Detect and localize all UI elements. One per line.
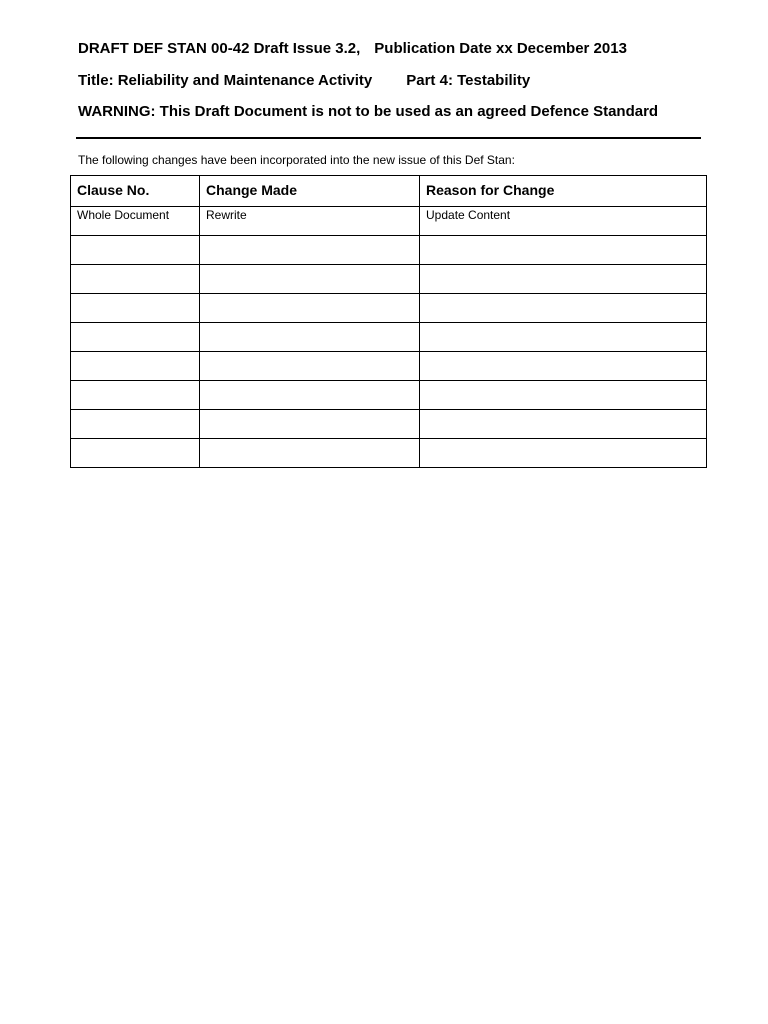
cell-clause	[71, 410, 200, 439]
draft-warning: WARNING: This Draft Document is not to be used as an agreed Defence Standard	[78, 103, 659, 120]
cell-change	[200, 381, 420, 410]
document-id: DRAFT DEF STAN 00-42 Draft Issue 3.2,	[78, 40, 361, 57]
cell-change: Rewrite	[200, 207, 420, 236]
document-id-line	[78, 40, 627, 58]
cell-change	[200, 265, 420, 294]
column-header-reason: Reason for Change	[420, 176, 707, 207]
document-title: Title: Reliability and Maintenance Activity	[78, 72, 373, 89]
cell-clause	[71, 294, 200, 323]
cell-clause	[71, 323, 200, 352]
cell-change	[200, 352, 420, 381]
table-header-row	[71, 176, 707, 207]
table-row	[71, 265, 707, 294]
cell-clause	[71, 352, 200, 381]
table-row	[71, 323, 707, 352]
cell-clause	[71, 381, 200, 410]
column-header-clause: Clause No.	[71, 176, 200, 207]
changes-table	[70, 175, 707, 468]
publication-date: Publication Date xx December 2013	[374, 40, 627, 57]
cell-reason	[420, 439, 707, 468]
cell-change	[200, 236, 420, 265]
table-row	[71, 410, 707, 439]
cell-reason	[420, 236, 707, 265]
cell-clause	[71, 236, 200, 265]
cell-reason	[420, 410, 707, 439]
column-header-change: Change Made	[200, 176, 420, 207]
cell-reason	[420, 294, 707, 323]
table-row	[71, 294, 707, 323]
header-divider	[76, 137, 701, 139]
document-title-line	[78, 72, 530, 90]
cell-change	[200, 294, 420, 323]
cell-clause	[71, 439, 200, 468]
cell-change	[200, 323, 420, 352]
cell-clause: Whole Document	[71, 207, 200, 236]
cell-clause	[71, 265, 200, 294]
table-row	[71, 381, 707, 410]
cell-reason	[420, 265, 707, 294]
table-row	[71, 352, 707, 381]
table-row	[71, 207, 707, 236]
cell-change	[200, 439, 420, 468]
table-row	[71, 439, 707, 468]
changes-intro-text: The following changes have been incorporated into the new issue of this Def Stan:	[78, 153, 515, 167]
cell-reason	[420, 352, 707, 381]
document-part: Part 4: Testability	[406, 72, 531, 89]
cell-change	[200, 410, 420, 439]
cell-reason	[420, 381, 707, 410]
cell-reason	[420, 323, 707, 352]
cell-reason: Update Content	[420, 207, 707, 236]
table-row	[71, 236, 707, 265]
